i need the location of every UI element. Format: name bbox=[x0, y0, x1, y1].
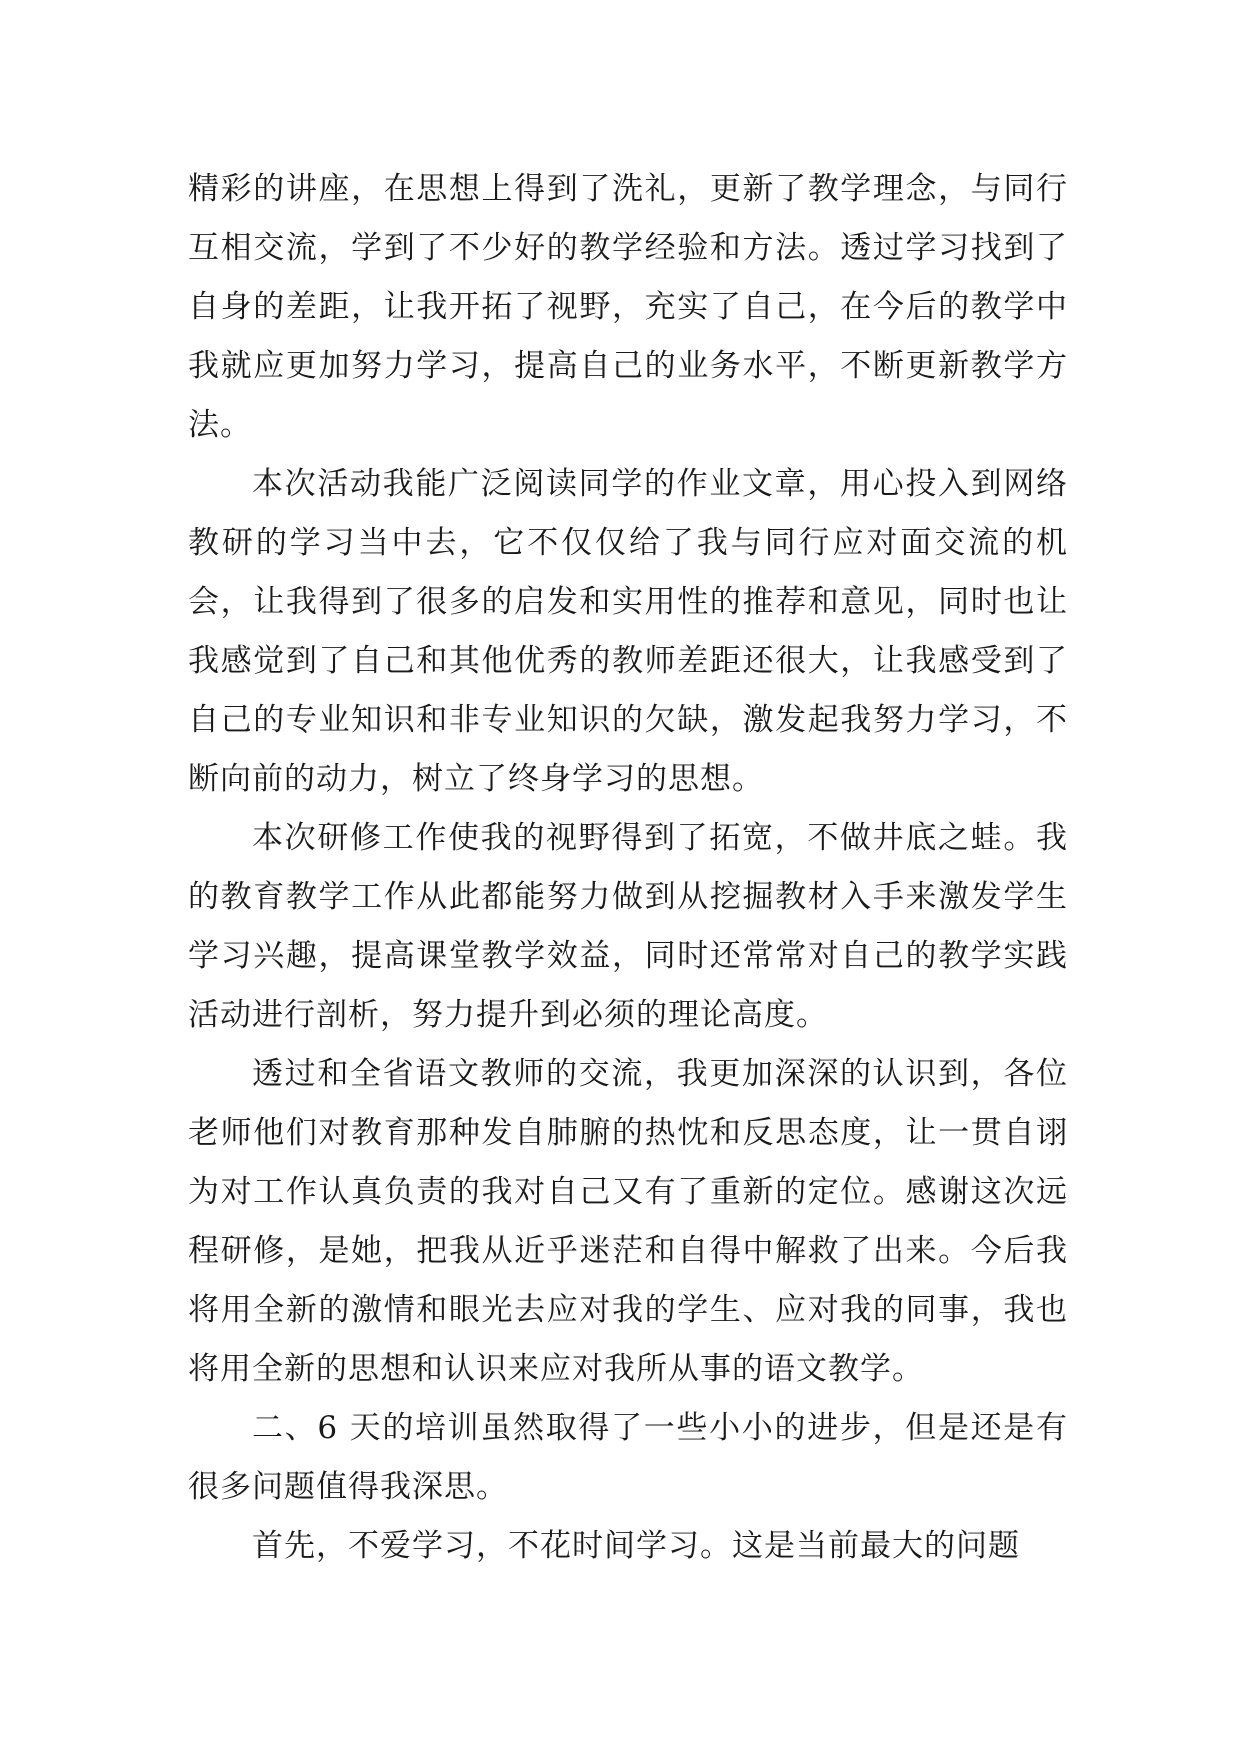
paragraph-2: 本次活动我能广泛阅读同学的作业文章，用心投入到网络教研的学习当中去，它不仅仅给了我与同行应对面交流的机会，让我得到了很多的启发和实用性的推荐和意见，同时也让我感觉到了自己和其他优秀的教师差距还很大，让我感受到了自己的专业知识和非专业知识的欠缺，激发起我努力学习，不断向前的动力，树立了终身学习的思想。 bbox=[188, 466, 1068, 797]
paragraph-5: 二、6 天的培训虽然取得了一些小小的进步，但是还是有很多问题值得我深思。 bbox=[188, 1410, 1068, 1505]
paragraph-6: 首先，不爱学习，不花时间学习。这是当前最大的问题 bbox=[252, 1528, 1020, 1564]
paragraph-1: 精彩的讲座，在思想上得到了洗礼，更新了教学理念，与同行互相交流，学到了不少好的教学经验和方法。透过学习找到了自身的差距，让我开拓了视野，充实了自己，在今后的教学中我就应更加努力学习，提高自己的业务水平，不断更新教学方法。 bbox=[188, 171, 1068, 443]
document-body bbox=[188, 160, 1068, 1576]
paragraph-4: 透过和全省语文教师的交流，我更加深深的认识到，各位老师他们对教育那种发自肺腑的热忱和反思态度，让一贯自诩为对工作认真负责的我对自己又有了重新的定位。感谢这次远程研修，是她，把我从近乎迷茫和自得中解救了出来。今后我将用全新的激情和眼光去应对我的学生、应对我的同事，我也将用全新的思想和认识来应对我所从事的语文教学。 bbox=[188, 1056, 1068, 1387]
paragraph-3: 本次研修工作使我的视野得到了拓宽，不做井底之蛙。我的教育教学工作从此都能努力做到从挖掘教材入手来激发学生学习兴趣，提高课堂教学效益，同时还常常对自己的教学实践活动进行剖析，努力提升到必须的理论高度。 bbox=[188, 820, 1068, 1033]
